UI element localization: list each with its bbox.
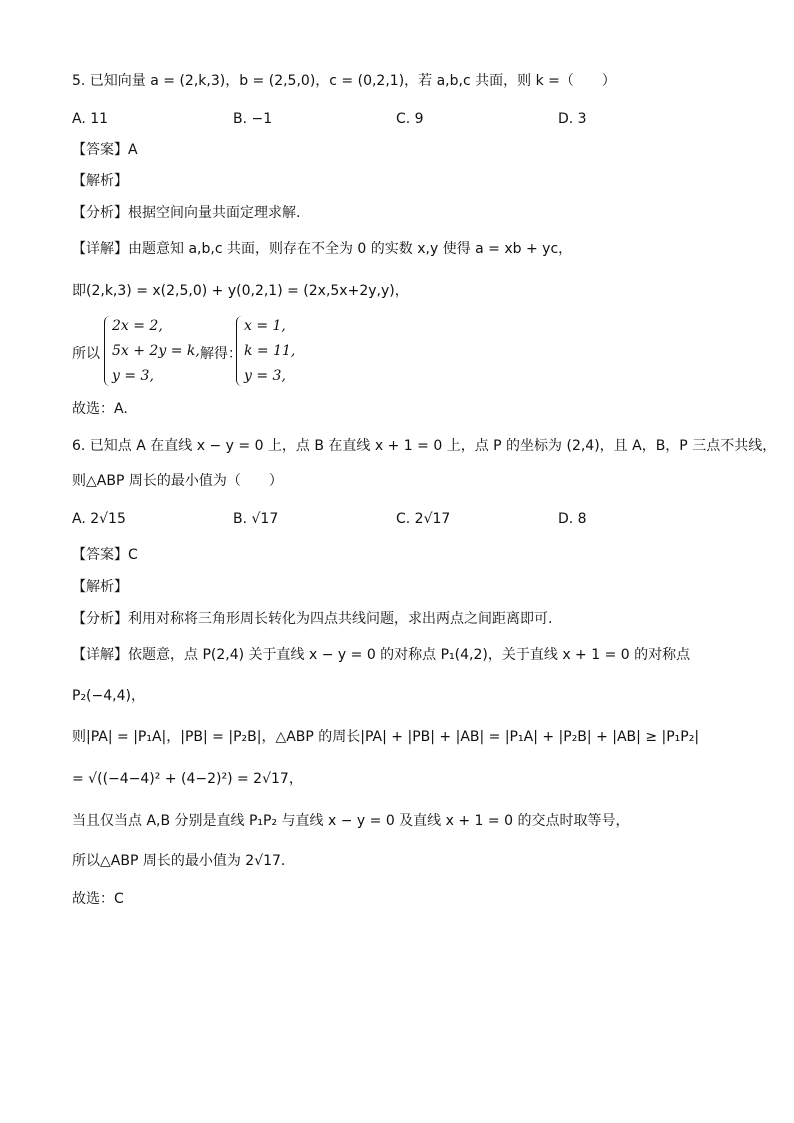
q5-option-d: D. 3 bbox=[558, 111, 587, 127]
q5-xiangjie bbox=[72, 240, 572, 258]
q5-sys-left-brace bbox=[104, 316, 111, 386]
q5-option-c: C. 9 bbox=[396, 111, 424, 127]
q5-stem bbox=[72, 72, 616, 90]
q6-option-b: B. √17 bbox=[233, 511, 279, 527]
q5-answer-value: A bbox=[128, 142, 138, 158]
q6-line4: = √((−4−4)² + (4−2)²) = 2√17， bbox=[72, 771, 303, 787]
q6-final: 故选：C bbox=[72, 891, 124, 907]
q6-line5: 当且仅当点 A,B 分别是直线 P₁P₂ 与直线 x − y = 0 及直线 x + 1 = 0 的交点时取等号， bbox=[72, 813, 630, 829]
q6-option-d: D. 8 bbox=[558, 511, 587, 527]
q5-sys-prefix: 所以 bbox=[72, 346, 100, 362]
q5-sys-right-brace bbox=[236, 316, 243, 386]
q5-option-b: B. −1 bbox=[233, 111, 273, 127]
q5-fenxi bbox=[72, 204, 300, 222]
q5-option-a: A. 11 bbox=[72, 111, 109, 127]
q5-fenxi-label: 【分析】 bbox=[72, 205, 128, 221]
q5-sys-right-2: k = 11, bbox=[244, 343, 296, 359]
q5-sys-right-1: x = 1, bbox=[244, 318, 286, 334]
q6-answer-value: C bbox=[128, 547, 138, 563]
q5-xiangjie-text: 由题意知 a,b,c 共面，则存在不全为 0 的实数 x,y 使得 a = xb + yc， bbox=[128, 241, 573, 257]
q6-analysis-label: 【解析】 bbox=[72, 579, 128, 595]
q6-stem-line2: 则△ABP 周长的最小值为（ ） bbox=[72, 473, 283, 489]
q6-answer bbox=[72, 546, 138, 564]
q6-p2: P₂(−4,4)， bbox=[72, 688, 145, 704]
q6-answer-label: 【答案】 bbox=[72, 547, 128, 563]
q6-option-a: A. 2√15 bbox=[72, 511, 126, 527]
q5-answer-label: 【答案】 bbox=[72, 142, 128, 158]
q6-xiangjie-label: 【详解】 bbox=[72, 647, 128, 663]
q5-analysis-label: 【解析】 bbox=[72, 173, 128, 189]
q6-stem-line1: 6. 已知点 A 在直线 x − y = 0 上，点 B 在直线 x + 1 = 0 上，点 P 的坐标为 (2,4)，且 A，B，P 三点不共线， bbox=[72, 438, 777, 454]
q6-line3: 则|PA| = |P₁A|，|PB| = |P₂B|，△ABP 的周长|PA| + |PB| + |AB| = |P₁A| + |P₂B| + |AB| ≥ |P₁P₂| bbox=[72, 729, 700, 745]
q6-option-c: C. 2√17 bbox=[396, 511, 451, 527]
q5-final: 故选：A. bbox=[72, 401, 128, 417]
q5-line2: 即(2,k,3) = x(2,5,0) + y(0,2,1) = (2x,5x+2y,y)， bbox=[72, 283, 409, 299]
q5-sys-left-1: 2x = 2, bbox=[112, 318, 163, 334]
q6-fenxi bbox=[72, 610, 552, 628]
q6-fenxi-label: 【分析】 bbox=[72, 611, 128, 627]
q5-fenxi-text: 根据空间向量共面定理求解. bbox=[128, 205, 301, 221]
q5-sys-left-3: y = 3, bbox=[112, 368, 154, 384]
q6-line6: 所以△ABP 周长的最小值为 2√17. bbox=[72, 853, 286, 869]
q5-xiangjie-label: 【详解】 bbox=[72, 241, 128, 257]
q5-answer bbox=[72, 141, 138, 159]
q6-fenxi-text: 利用对称将三角形周长转化为四点共线问题，求出两点之间距离即可. bbox=[128, 611, 553, 627]
q6-xiangjie bbox=[72, 646, 690, 664]
q5-sys-right-3: y = 3, bbox=[244, 368, 286, 384]
q6-xiangjie-text: 依题意，点 P(2,4) 关于直线 x − y = 0 的对称点 P₁(4,2)，关于直线 x + 1 = 0 的对称点 bbox=[128, 647, 691, 663]
q5-sys-mid: 解得： bbox=[200, 346, 242, 362]
q5-stem-text: 5. 已知向量 a = (2,k,3)，b = (2,5,0)，c = (0,2,1)，若 a,b,c 共面，则 k =（ ） bbox=[72, 73, 616, 89]
q5-sys-left-2: 5x + 2y = k, bbox=[112, 343, 200, 359]
